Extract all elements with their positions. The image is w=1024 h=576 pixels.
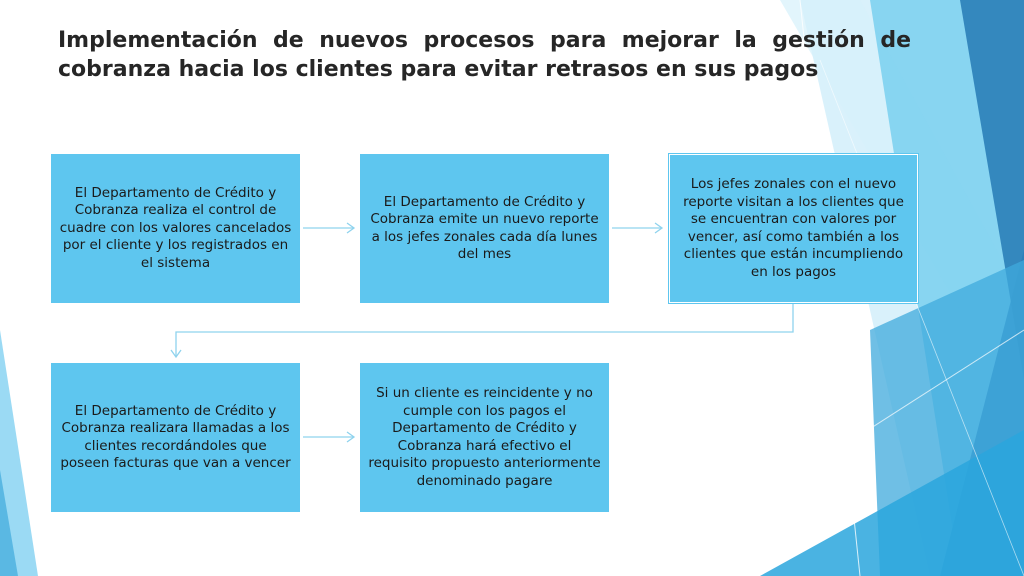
process-step-5-text: Si un cliente es reincidente y no cumple con los pagos el Departamento de Crédito y Cobranza hará efectivo el requisito propuesto anteriormente denominado pagare [368,385,601,489]
process-step-1 [51,154,300,303]
process-step-1-text: El Departamento de Crédito y Cobranza realiza el control de cuadre con los valores cancelados por el cliente y los registrados en el sistema [59,184,292,271]
process-step-2 [360,154,609,303]
slide-title-line-2: cobranza hacia los clientes para evitar retrasos en sus pagos [58,57,819,82]
process-step-3 [669,154,918,303]
slide-title-line-1: Implementación de nuevos procesos para mejorar la gestión de [58,28,911,53]
slide-title [58,26,911,84]
process-step-4-text: El Departamento de Crédito y Cobranza realizara llamadas a los clientes recordándoles que poseen facturas que van a vencer [60,402,291,471]
process-step-5 [360,363,609,512]
process-step-2-text: El Departamento de Crédito y Cobranza emite un nuevo reporte a los jefes zonales cada día lunes del mes [370,193,599,262]
process-step-4 [51,363,300,512]
process-step-3-text: Los jefes zonales con el nuevo reporte visitan a los clientes que se encuentran con valores por vencer, así como también a los clientes que están incumpliendo en los pagos [683,176,904,280]
